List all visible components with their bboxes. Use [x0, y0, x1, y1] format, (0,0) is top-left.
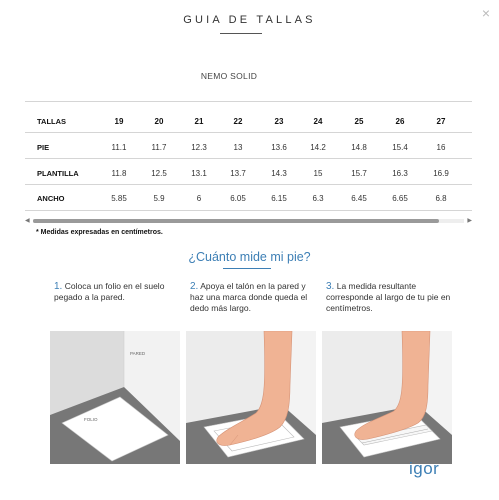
step-text: La medida resultante corresponde al largo de tu pie en centímetros.: [326, 281, 451, 313]
scroll-left-icon[interactable]: ◀: [25, 218, 30, 224]
table-cell: 16.3: [392, 169, 408, 178]
table-cell: 12.5: [151, 169, 167, 178]
table-row-divider: [25, 158, 472, 159]
step-number: 1.: [54, 281, 63, 292]
table-cell: 14.3: [271, 169, 287, 178]
paper-label: FOLIO: [84, 417, 98, 422]
table-cell: 6.65: [392, 194, 408, 203]
modal-title: GUIA DE TALLAS: [183, 14, 316, 26]
table-cell: 15.4: [392, 143, 408, 152]
table-row-divider: [25, 210, 472, 211]
illustration-step-2: [186, 331, 316, 464]
table-cell: 5.85: [111, 194, 127, 203]
close-icon[interactable]: ×: [481, 5, 490, 21]
table-cell: 21: [194, 117, 204, 126]
step-number: 3.: [326, 281, 335, 292]
table-cell: 20: [154, 117, 164, 126]
row-label: PIE: [37, 143, 50, 152]
illustration-step-1: [50, 331, 180, 464]
table-cell: 15.7: [351, 169, 367, 178]
table-cell: 23: [274, 117, 284, 126]
table-cell: 16: [436, 143, 446, 152]
table-cell: 22: [233, 117, 243, 126]
table-cell: 24: [313, 117, 323, 126]
table-cell: 13.1: [191, 169, 207, 178]
title-divider: [220, 33, 262, 34]
wall-label: PARED: [130, 351, 146, 356]
row-label: ANCHO: [37, 194, 65, 203]
table-cell: 6.05: [230, 194, 246, 203]
table-cell: 13.7: [230, 169, 246, 178]
step-text: Apoya el talón en la pared y haz una marca donde queda el dedo más largo.: [190, 281, 308, 313]
table-cell: 14.8: [351, 143, 367, 152]
table-cell: 6.15: [271, 194, 287, 203]
step-1: [54, 281, 179, 303]
measurement-note: * Medidas expresadas en centímetros.: [36, 229, 163, 236]
table-cell: 5.9: [153, 194, 165, 203]
scrollbar-thumb[interactable]: [33, 219, 439, 223]
table-cell: 6: [196, 194, 202, 203]
brand-logo: igor: [409, 459, 440, 478]
step-2: [190, 281, 315, 314]
table-cell: 13.6: [271, 143, 287, 152]
table-cell: 15: [313, 169, 323, 178]
table-row-divider: [25, 132, 472, 133]
row-label: TALLAS: [37, 117, 67, 126]
table-cell: 6.45: [351, 194, 367, 203]
table-cell: 25: [354, 117, 364, 126]
table-cell: 11.8: [111, 169, 127, 178]
table-cell: 12.3: [191, 143, 207, 152]
step-number: 2.: [190, 281, 199, 292]
scroll-right-icon[interactable]: ▶: [467, 218, 472, 224]
row-label: PLANTILLA: [37, 169, 79, 178]
step-text: Coloca un folio en el suelo pegado a la pared.: [54, 281, 165, 302]
table-cell: 16.9: [433, 169, 449, 178]
table-row-divider: [25, 184, 472, 185]
how-to-title: ¿Cuánto mide mi pie?: [188, 250, 311, 264]
table-scrollbar[interactable]: [25, 218, 472, 224]
table-top-divider: [25, 101, 472, 102]
table-cell: 6.8: [435, 194, 447, 203]
table-cell: 27: [436, 117, 446, 126]
table-cell: 11.7: [151, 143, 167, 152]
step-3: [326, 281, 454, 314]
illustration-step-3: [322, 331, 452, 464]
table-cell: 11.1: [111, 143, 127, 152]
how-to-divider: [223, 268, 271, 269]
table-cell: 13: [233, 143, 243, 152]
table-cell: 19: [114, 117, 124, 126]
table-cell: 14.2: [310, 143, 326, 152]
table-cell: 6.3: [312, 194, 324, 203]
table-cell: 26: [395, 117, 405, 126]
scrollbar-track[interactable]: [33, 219, 464, 223]
product-name: NEMO SOLID: [200, 71, 258, 81]
